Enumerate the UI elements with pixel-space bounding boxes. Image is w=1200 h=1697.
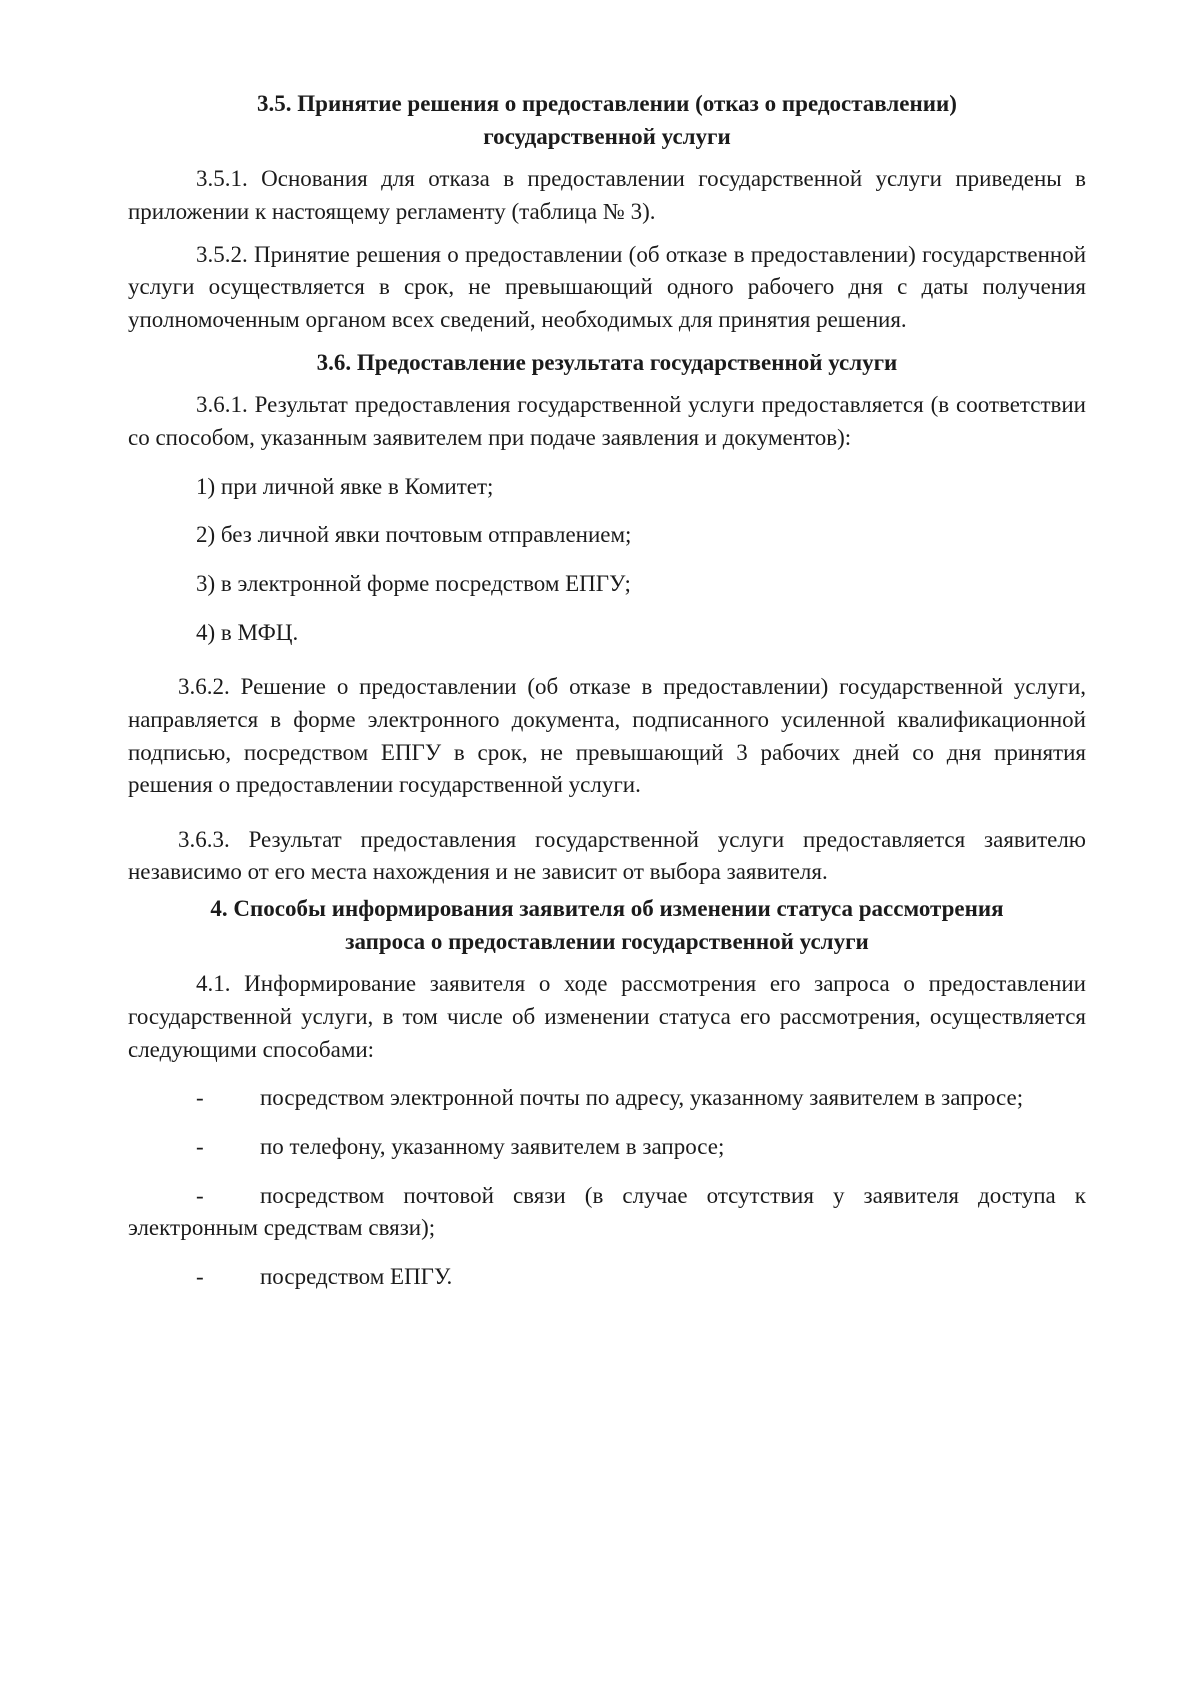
paragraph-3-5-1: 3.5.1. Основания для отказа в предоставлении государственной услуги приведены в приложении к настоящему регламенту (таблица № 3).	[128, 166, 1086, 224]
bullet-item	[128, 1131, 1086, 1164]
bullet-item	[128, 1180, 1086, 1245]
bullet-item	[128, 1261, 1086, 1294]
section-3-5-title-line-1: 3.5. Принятие решения о предоставлении (отказ о предоставлении)	[257, 91, 957, 116]
list-item-2: 2) без личной явки почтовым отправлением;	[196, 522, 632, 548]
dash-marker: -	[196, 1182, 204, 1208]
section-3-6-title: 3.6. Предоставление результата государственной услуги	[316, 349, 898, 375]
paragraph-4-1: 4.1. Информирование заявителя о ходе рассмотрения его запроса о предоставлении государственной услуги, в том числе об изменении статуса его рассмотрения, осуществляется следующими способами:	[128, 971, 1086, 1062]
list-item-3: 3) в электронной форме посредством ЕПГУ;	[196, 570, 631, 596]
dash-marker: -	[196, 1085, 204, 1111]
section-4-title-line-1: 4. Способы информирования заявителя об изменении статуса рассмотрения	[210, 896, 1004, 922]
bullet-text: посредством электронной почты по адресу, указанному заявителем в запросе;	[260, 1085, 1024, 1111]
dash-marker: -	[196, 1264, 204, 1290]
bullet-item	[128, 1082, 1086, 1115]
section-4-title-line-2: запроса о предоставлении государственной услуги	[345, 928, 869, 954]
section-3-5-title-line-2: государственной услуги	[483, 123, 731, 149]
dash-marker: -	[196, 1134, 204, 1160]
bullet-text: посредством ЕПГУ.	[260, 1264, 453, 1290]
paragraph-3-6-3: 3.6.3. Результат предоставления государственной услуги предоставляется заявителю независимо от его места нахождения и не зависит от выбора заявителя.	[128, 826, 1086, 885]
list-item-4: 4) в МФЦ.	[196, 619, 299, 645]
paragraph-3-6-1: 3.6.1. Результат предоставления государственной услуги предоставляется (в соответствии со способом, указанным заявителем при подаче заявления и документов):	[128, 392, 1086, 450]
bullet-text: посредством почтовой связи (в случае отсутствия у заявителя доступа к электронным средствам связи);	[128, 1182, 1086, 1241]
document-page	[128, 88, 1086, 1294]
bullet-text: по телефону, указанному заявителем в запросе;	[260, 1134, 725, 1160]
list-item-1: 1) при личной явке в Комитет;	[196, 473, 494, 499]
paragraph-3-5-2: 3.5.2. Принятие решения о предоставлении (об отказе в предоставлении) государственной услуги осуществляется в срок, не превышающий одного рабочего дня с даты получения уполномоченным органом всех сведений, необходимых для принятия решения.	[128, 241, 1086, 332]
paragraph-3-6-2: 3.6.2. Решение о предоставлении (об отказе в предоставлении) государственной услуги, направляется в форме электронного документа, подписанного усиленной квалификационной подписью, посредством ЕПГУ в срок, не превышающий 3 рабочих дней со дня принятия решения о предоставлении государственной услуги.	[128, 674, 1086, 798]
